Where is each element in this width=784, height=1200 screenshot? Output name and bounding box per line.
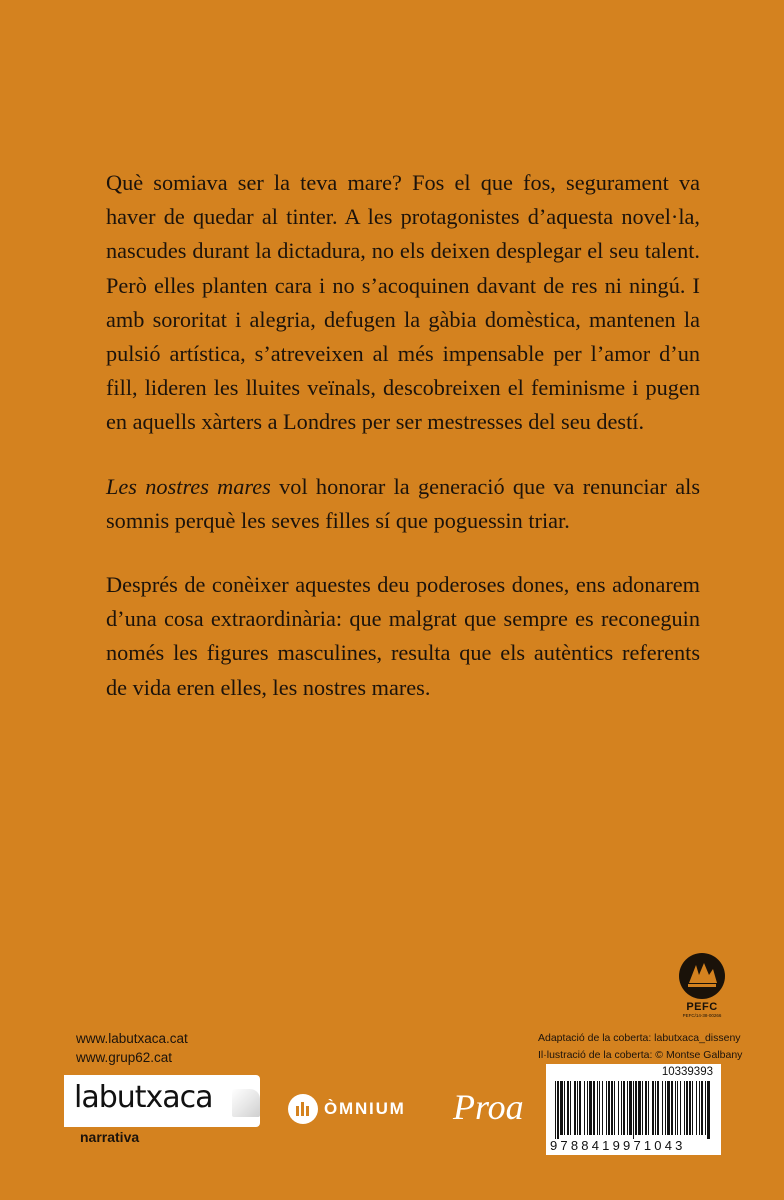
barcode-label [546,1064,721,1155]
barcode-bars [553,1081,714,1139]
blurb-paragraph-1: Què somiava ser la teva mare? Fos el que fos, segurament va haver de quedar al tinter. A les protagonistes d’aquesta novel·la, nascudes durant la dictadura, no els deixen desplegar el seu talent. Però elles planten cara i no s’acoquinen davant de res ni ningú. I amb sororitat i alegria, defugen la gàbia domèstica, mantenen la pulsió artística, s’atreveixen al més impensable per l’amor d’un fill, lideren les lluites veïnals, descobreixen el feminisme i pugen en aquells xàrters a Londres per ser mestresses del seu destí. [106,170,700,435]
blurb-paragraph-3: Després de conèixer aquestes deu poderoses dones, ens adonarem d’una cosa extraordinària: que malgrat que sempre es reconeguin només les figures masculines, resulta que els autèntics referents de vida eren elles, les nostres mares. [106,572,700,700]
omnium-name: ÒMNIUM [324,1099,406,1118]
collection-label: narrativa [80,1129,140,1145]
credit-illustration: Il·lustració de la coberta: © Montse Galbany [538,1049,743,1061]
pefc-tree-icon [679,953,725,999]
omnium-bars-icon [288,1094,318,1124]
credit-design: Adaptació de la coberta: labutxaca_disseny [538,1032,741,1044]
pefc-name: PEFC [686,1001,718,1013]
pefc-logo [674,953,730,1018]
cover-credits [538,1030,742,1064]
blurb-paragraph-2-text: vol honorar la generació que va renunciar als somnis perquè les seves filles sí que poguessin triar. [106,473,700,533]
pefc-code: PEFC/14-38-00266 [682,1013,722,1018]
back-cover-blurb [106,166,700,705]
isbn-number: 9788419971043 [550,1138,686,1153]
url-labutxaca[interactable]: www.labutxaca.cat [76,1031,188,1046]
omnium-logo [288,1094,406,1124]
blurb-paragraph-2 [106,470,700,538]
website-links [76,1029,188,1067]
book-title: Les nostres mares [106,473,271,499]
labutxaca-brand: labutxaca [74,1080,213,1115]
internal-code: 10339393 [661,1066,713,1078]
labutxaca-logo [64,1075,260,1127]
proa-logo: Proa [453,1087,524,1127]
peel-corner-icon [232,1089,260,1117]
url-grup62[interactable]: www.grup62.cat [76,1050,173,1065]
